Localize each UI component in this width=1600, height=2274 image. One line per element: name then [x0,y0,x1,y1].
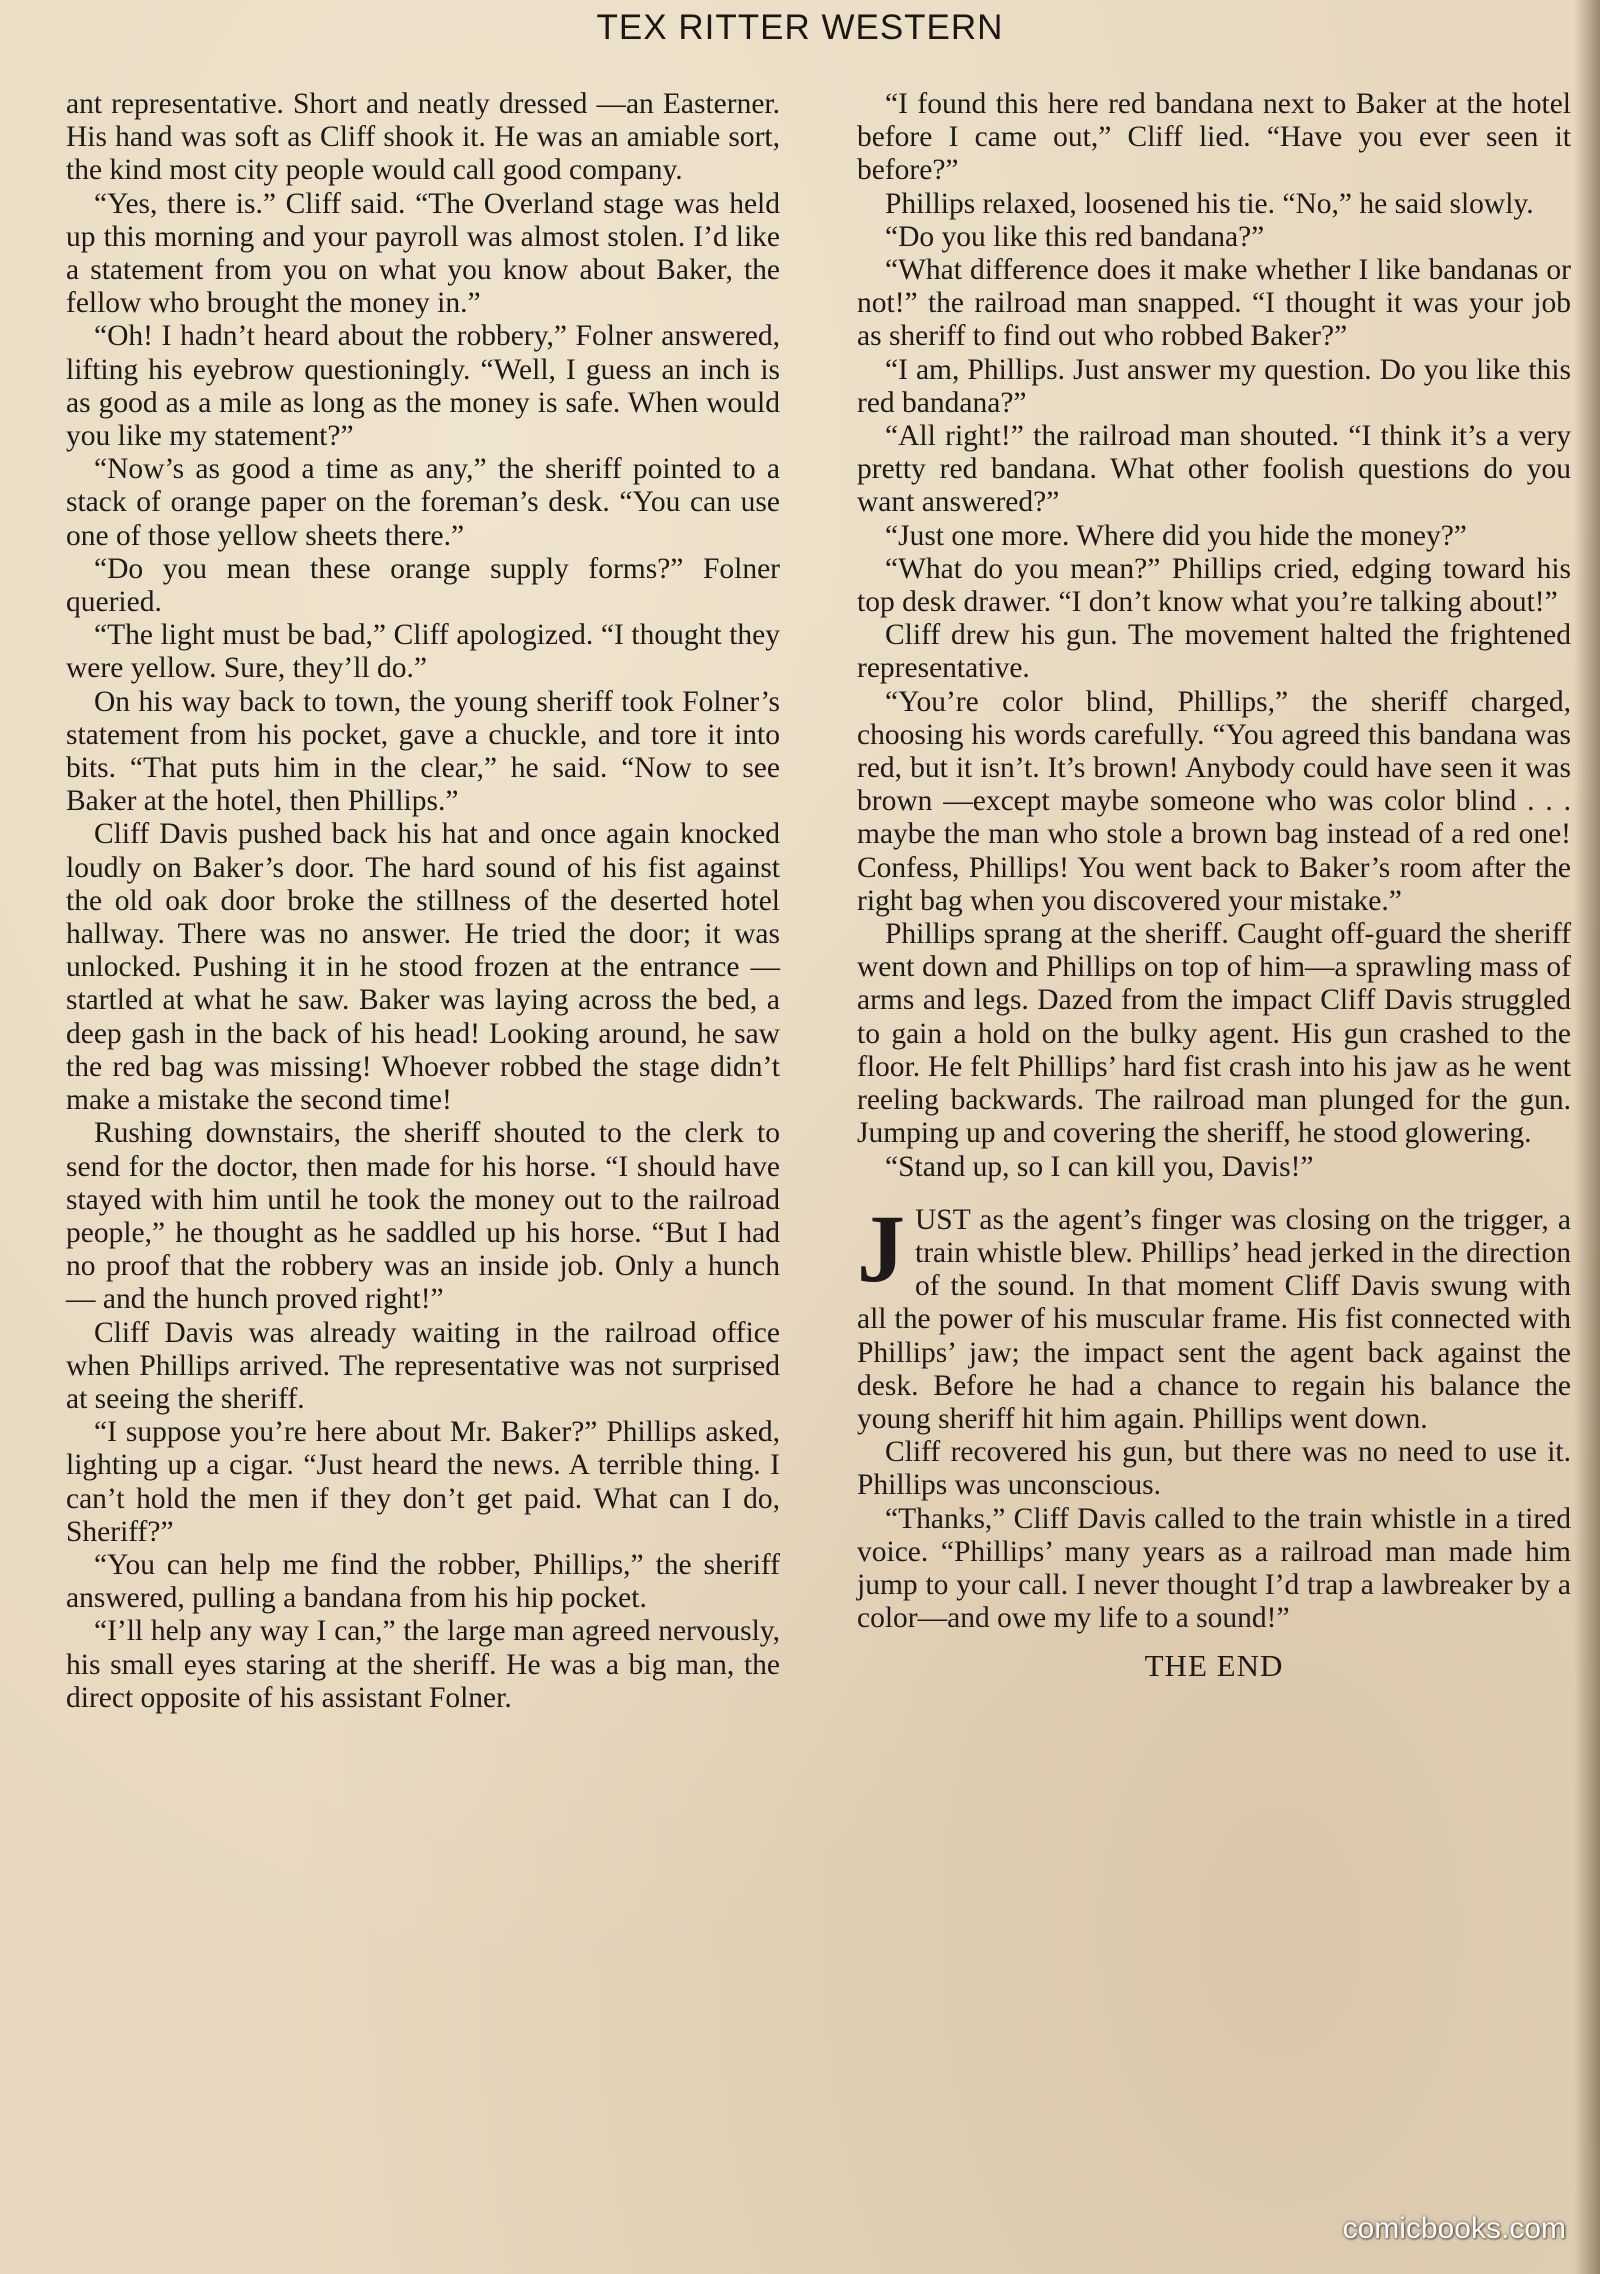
paragraph: Phillips relaxed, loosened his tie. “No,” he said slowly. [885,187,1534,220]
paragraph: Phillips sprang at the sheriff. Caught off-guard the sheriff went down and Phillips on top of him—a sprawling mass of arms and legs. Dazed from the impact Cliff Davis struggled to gain a hold on the bulky agent. His gun crashed to the floor. He felt Phillips’ hard fist crash into his jaw as he went reeling backwards. The railroad man plunged for the gun. Jumping up and covering the sheriff, he stood glowering. [857,918,1571,1150]
paragraph: “You can help me find the robber, Phillips,” the sheriff answered, pulling a bandana from his hip pocket. [66,1548,780,1615]
paragraph: “I suppose you’re here about Mr. Baker?” Phillips asked, lighting up a cigar. “Just heard the news. A terrible thing. I can’t hold the men if they don’t get paid. What can I do, Sheriff?” [66,1416,780,1548]
left-column [66,88,780,1715]
paragraph: Cliff recovered his gun, but there was no need to use it. Phillips was unconscious. [857,1436,1571,1502]
paragraph: “What difference does it make whether I like bandanas or not!” the railroad man snapped. “I thought it was your job as sheriff to find out who robbed Baker?” [857,254,1571,353]
paragraph: “What do you mean?” Phillips cried, edging toward his top desk drawer. “I don’t know what you’re talking about!” [857,552,1571,619]
paragraph: Cliff drew his gun. The movement halted the frightened representative. [857,619,1571,685]
paragraph: On his way back to town, the young sheriff took Folner’s statement from his pocket, gave a chuckle, and tore it into bits. “That puts him in the clear,” he said. “Now to see Baker at the hotel, then Phillips.” [66,685,780,818]
drop-cap: J [857,1194,905,1302]
paragraph: “Do you mean these orange supply forms?” Folner queried. [66,552,780,619]
paragraph: “I found this here red bandana next to Baker at the hotel before I came out,” Cliff lied. “Have you ever seen it before?” [857,88,1571,187]
paragraph: “The light must be bad,” Cliff apologized. “I thought they were yellow. Sure, they’ll do.” [66,619,780,685]
right-column [857,88,1571,1683]
paragraph: “Now’s as good a time as any,” the sheriff pointed to a stack of orange paper on the foreman’s desk. “You can use one of those yellow sheets there.” [66,453,780,552]
paragraph: “I’ll help any way I can,” the large man agreed nervously, his small eyes staring at the sheriff. He was a big man, the direct opposite of his assistant Folner. [66,1615,780,1714]
running-head: TEX RITTER WESTERN [596,8,1004,47]
paragraph: ant representative. Short and neatly dressed —an Easterner. His hand was soft as Cliff shook it. He was an amiable sort, the kind most city people would call good company. [66,88,780,187]
the-end-label: THE END [1144,1648,1284,1684]
paragraph: “I am, Phillips. Just answer my question. Do you like this red bandana?” [857,353,1571,419]
paragraph: “Just one more. Where did you hide the money?” [885,519,1467,552]
paragraph: “Do you like this red bandana?” [885,220,1265,253]
paragraph: Cliff Davis pushed back his hat and once again knocked loudly on Baker’s door. The hard sound of his fist against the old oak door broke the stillness of the deserted hotel hallway. There was no answer. He tried the door; it was unlocked. Pushing it in he stood frozen at the entrance — startled at what he saw. Baker was laying across the bed, a deep gash in the back of his head! Looking around, he saw the red bag was missing! Whoever robbed the stage didn’t make a mistake the second time! [66,818,780,1117]
paragraph: Rushing downstairs, the sheriff shouted to the clerk to send for the doctor, then made for his horse. “I should have stayed with him until he took the money out to the railroad people,” he thought as he saddled up his horse. “But I had no proof that the robbery was an inside job. Only a hunch — and the hunch proved right!” [66,1117,780,1316]
dropcap-paragraph-text: UST as the agent’s finger was closing on the trigger, a train whistle blew. Phillips’ head jerked in the direction of the sound. In that moment Cliff Davis swung with all the power of his muscular frame. His fist connected with Phillips’ jaw; the impact sent the agent back against the desk. Before he had a chance to regain his balance the young sheriff hit him again. Phillips went down. [857,1203,1571,1435]
paragraph: “Oh! I hadn’t heard about the robbery,” Folner answered, lifting his eyebrow questioningly. “Well, I guess an inch is as good as a mile as long as the money is safe. When would you like my statement?” [66,320,780,453]
paragraph: “Thanks,” Cliff Davis called to the train whistle in a tired voice. “Phillips’ many years as a railroad man made him jump to your call. I never thought I’d trap a lawbreaker by a color—and owe my life to a sound!” [857,1502,1571,1635]
dropcap-paragraph [857,1194,1571,1436]
page-edge-shadow [1574,0,1600,2274]
paragraph: Cliff Davis was already waiting in the railroad office when Phillips arrived. The representative was not surprised at seeing the sheriff. [66,1316,780,1415]
site-watermark: comicbooks.com [1342,2212,1566,2245]
paragraph: “Yes, there is.” Cliff said. “The Overland stage was held up this morning and your payroll was almost stolen. I’d like a statement from you on what you know about Baker, the fellow who brought the money in.” [66,187,780,320]
paragraph: “Stand up, so I can kill you, Davis!” [885,1150,1314,1183]
paragraph: “You’re color blind, Phillips,” the sheriff charged, choosing his words carefully. “You agreed this bandana was red, but it isn’t. It’s brown! Anybody could have seen it was brown —except maybe someone who was color blind . . . maybe the man who stole a brown bag instead of a red one! Confess, Phillips! You went back to Baker’s room after the right bag when you discovered your mistake.” [857,685,1571,917]
paragraph: “All right!” the railroad man shouted. “I think it’s a very pretty red bandana. What other foolish questions do you want answered?” [857,420,1571,519]
